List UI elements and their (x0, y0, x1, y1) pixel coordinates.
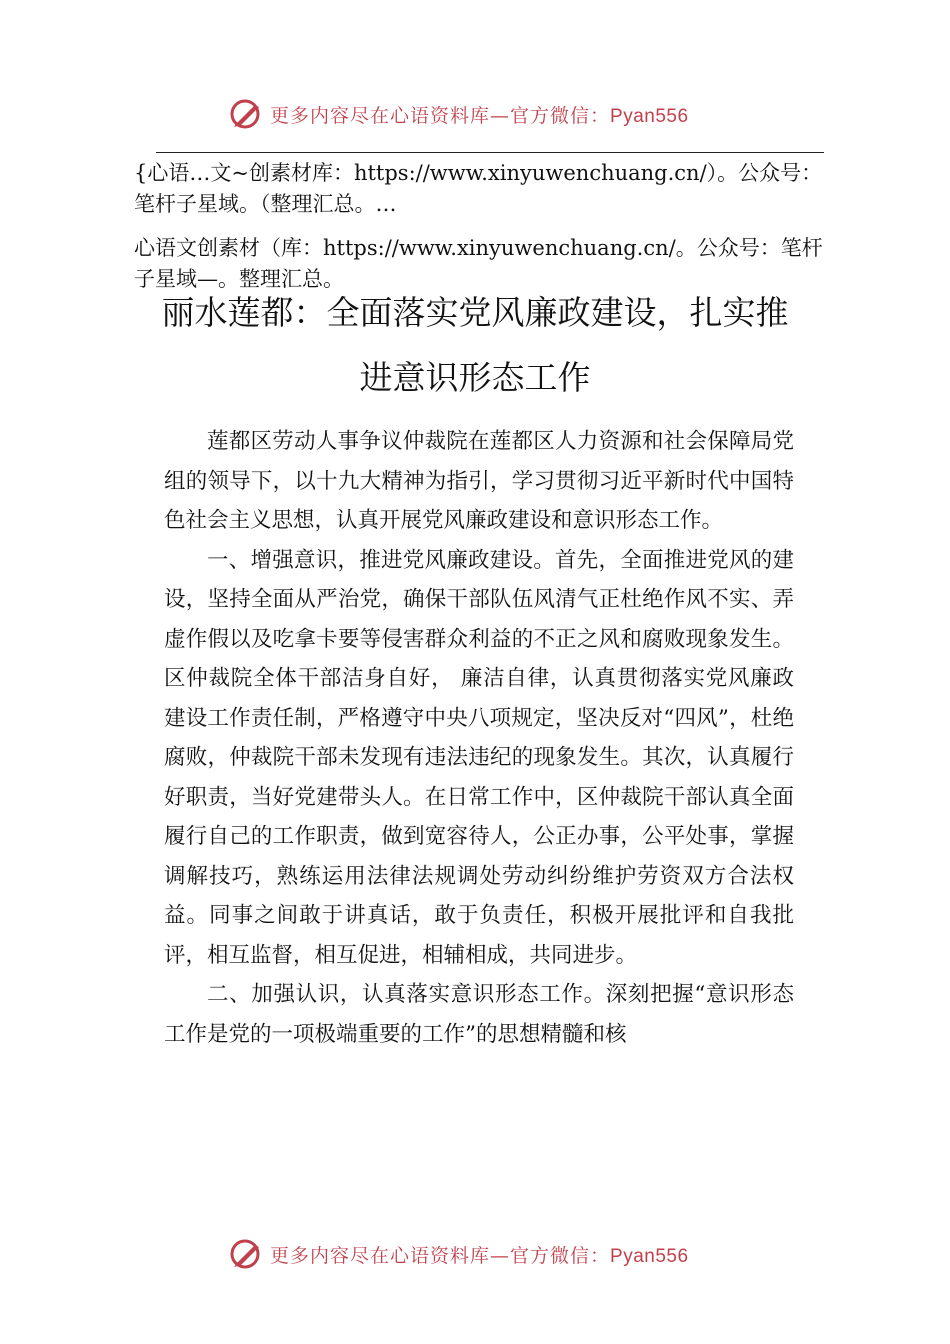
document-title: 丽水莲都：全面落实党风廉政建设，扎实推进意识形态工作 (161, 293, 789, 397)
pen-logo-icon (228, 97, 266, 131)
watermark-wechat-id: Pyan556 (610, 105, 689, 127)
pen-logo-icon (228, 1237, 266, 1271)
document-body (164, 422, 794, 1054)
header-divider (156, 152, 824, 153)
watermark-footer (228, 1236, 689, 1272)
source-note-1: {心语…文~创素材库：https://www.xinyuwenchuang.cn/）。公众号：笔杆子星域。（整理汇总。… (134, 161, 823, 216)
watermark-text: 更多内容尽在心语资料库—官方微信： (270, 104, 611, 127)
paragraph-intro: 莲都区劳动人事争议仲裁院在莲都区人力资源和社会保障局党组的领导下，以十九大精神为指引，学习贯彻习近平新时代中国特色社会主义思想，认真开展党风廉政建设和意识形态工作。 (164, 429, 794, 533)
paragraph-section-2: 二、加强认识，认真落实意识形态工作。深刻把握“意识形态工作是党的一项极端重要的工作”的思想精髓和核 (164, 982, 794, 1047)
watermark-header (228, 96, 689, 132)
paragraph-section-1: 一、增强意识，推进党风廉政建设。首先，全面推进党风的建设，坚持全面从严治党，确保干部队伍风清气正杜绝作风不实、弄虚作假以及吃拿卡要等侵害群众利益的不正之风和腐败现象发生。区仲裁院全体干部洁身自好， 廉洁自律，认真贯彻落实党风廉政建设工作责任制，严格遵守中央八项规定，坚决反对“四风”，杜绝腐败，仲裁院干部未发现有违法违纪的现象发生。其次，认真履行好职责，当好党建带头人。在日常工作中，区仲裁院干部认真全面履行自己的工作职责，做到宽容待人，公正办事，公平处事，掌握调解技巧，熟练运用法律法规调处劳动纠纷维护劳资双方合法权益。同事之间敢于讲真话，敢于负责任，积极开展批评和自我批评，相互监督，相互促进，相辅相成，共同进步。 (164, 547, 794, 968)
watermark-wechat-id: Pyan556 (610, 1245, 689, 1267)
watermark-text: 更多内容尽在心语资料库—官方微信： (270, 1244, 611, 1267)
source-note-2: 心语文创素材（库：https://www.xinyuwenchuang.cn/。公众号：笔杆子星域—。整理汇总。 (134, 236, 823, 291)
